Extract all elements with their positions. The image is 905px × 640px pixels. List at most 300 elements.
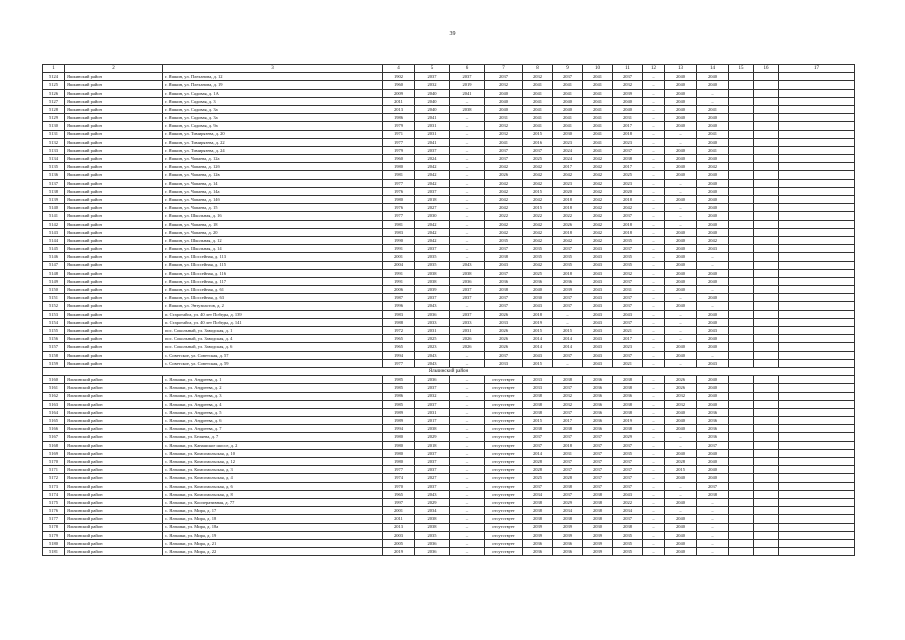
table-cell: 2030 bbox=[583, 523, 613, 531]
table-cell: 2037 bbox=[583, 474, 613, 482]
table-cell: 2040 bbox=[697, 335, 729, 343]
table-cell: с. Яльчики, ул. Мира, д. 22 bbox=[163, 548, 383, 556]
table-cell: 2042 bbox=[553, 236, 583, 244]
table-cell: 2041 bbox=[523, 89, 553, 97]
table-cell: 2043 bbox=[583, 294, 613, 302]
table-cell: – bbox=[450, 458, 485, 466]
table-cell: 2037 bbox=[485, 351, 523, 359]
table-cell: Яшкинский район bbox=[65, 318, 163, 326]
table-cell: – bbox=[665, 179, 697, 187]
table-cell bbox=[779, 425, 855, 433]
table-cell: 2018 bbox=[523, 310, 553, 318]
table-cell: 2031 bbox=[450, 327, 485, 335]
table-cell: 2042 bbox=[613, 204, 643, 212]
table-cell: 1977 bbox=[383, 466, 415, 474]
table-cell bbox=[729, 523, 754, 531]
table-cell: отсутствует bbox=[485, 458, 523, 466]
table-cell bbox=[754, 449, 779, 457]
table-cell: 10 bbox=[583, 65, 613, 73]
table-row bbox=[43, 171, 855, 179]
table-cell bbox=[729, 277, 754, 285]
table-cell: 5141 bbox=[43, 212, 65, 220]
table-cell: 2037 bbox=[553, 433, 583, 441]
table-cell: – bbox=[450, 155, 485, 163]
table-cell: с. Советское, ул. Советская, д. 57 bbox=[163, 351, 383, 359]
table-cell: – bbox=[643, 220, 665, 228]
table-cell: – bbox=[450, 212, 485, 220]
table-cell: Яшкинский район bbox=[65, 155, 163, 163]
table-cell: 5124 bbox=[43, 73, 65, 81]
table-cell bbox=[754, 392, 779, 400]
table-cell: 2040 bbox=[697, 474, 729, 482]
table-cell: 5 bbox=[415, 65, 450, 73]
table-cell: – bbox=[665, 212, 697, 220]
section-heading-row bbox=[43, 367, 855, 375]
table-cell: – bbox=[450, 441, 485, 449]
table-cell: 2040 bbox=[665, 196, 697, 204]
table-cell bbox=[779, 155, 855, 163]
table-cell: 2042 bbox=[415, 163, 450, 171]
table-cell: 2026 bbox=[665, 376, 697, 384]
table-cell: – bbox=[450, 138, 485, 146]
table-cell: 2037 bbox=[553, 73, 583, 81]
table-cell: – bbox=[643, 318, 665, 326]
table-cell: 2014 bbox=[523, 449, 553, 457]
table-cell: 2037 bbox=[583, 466, 613, 474]
table-cell: 1994 bbox=[383, 351, 415, 359]
table-cell: – bbox=[450, 417, 485, 425]
table-cell: 5179 bbox=[43, 531, 65, 539]
table-cell: отсутствует bbox=[485, 466, 523, 474]
table-cell: 5139 bbox=[43, 196, 65, 204]
table-cell: 2042 bbox=[523, 228, 553, 236]
table-cell: 2040 bbox=[697, 220, 729, 228]
table-cell: 2043 bbox=[697, 359, 729, 367]
table-cell bbox=[729, 318, 754, 326]
table-cell: 5132 bbox=[43, 138, 65, 146]
table-cell bbox=[729, 433, 754, 441]
table-cell: 1986 bbox=[383, 392, 415, 400]
table-cell bbox=[729, 130, 754, 138]
table-cell: – bbox=[697, 97, 729, 105]
table-cell: 2043 bbox=[415, 359, 450, 367]
table-cell: 5127 bbox=[43, 97, 65, 105]
table-cell bbox=[754, 253, 779, 261]
table-cell: 2043 bbox=[583, 269, 613, 277]
table-cell: 2042 bbox=[583, 171, 613, 179]
table-cell: 2030 bbox=[553, 130, 583, 138]
table-cell: 2035 bbox=[613, 531, 643, 539]
table-cell: – bbox=[665, 327, 697, 335]
table-cell: 2040 bbox=[485, 105, 523, 113]
table-cell: 2038 bbox=[523, 425, 553, 433]
table-cell: 2043 bbox=[583, 343, 613, 351]
table-cell: 1965 bbox=[383, 490, 415, 498]
table-cell: Яшкинский район bbox=[65, 146, 163, 154]
table-cell: 2038 bbox=[450, 269, 485, 277]
table-cell: 2017 bbox=[613, 163, 643, 171]
table-cell bbox=[754, 441, 779, 449]
table-cell: 2036 bbox=[583, 376, 613, 384]
table-row bbox=[43, 351, 855, 359]
table-cell: отсутствует bbox=[485, 384, 523, 392]
table-cell: 11 bbox=[613, 65, 643, 73]
table-cell: Яльчинский район bbox=[65, 474, 163, 482]
table-cell: Яшкинский район bbox=[65, 228, 163, 236]
table-cell: 2040 bbox=[697, 228, 729, 236]
table-cell: 2040 bbox=[665, 539, 697, 547]
table-cell: – bbox=[643, 539, 665, 547]
table-cell: 2040 bbox=[697, 196, 729, 204]
table-cell: 5128 bbox=[43, 105, 65, 113]
table-cell: 2032 bbox=[553, 392, 583, 400]
table-row bbox=[43, 294, 855, 302]
table-cell: 2038 bbox=[697, 490, 729, 498]
table-cell: – bbox=[643, 204, 665, 212]
table-cell bbox=[779, 441, 855, 449]
table-cell: 2036 bbox=[697, 408, 729, 416]
table-cell: 2001 bbox=[383, 507, 415, 515]
table-cell: Яльчинский район bbox=[65, 458, 163, 466]
table-cell bbox=[754, 146, 779, 154]
table-cell: 2042 bbox=[485, 220, 523, 228]
table-cell: г. Яшкин, ул. Чапаева, д. 12в bbox=[163, 171, 383, 179]
table-cell: Яльчинский район bbox=[65, 531, 163, 539]
table-cell: 2027 bbox=[415, 204, 450, 212]
table-cell: – bbox=[450, 498, 485, 506]
table-cell: 2034 bbox=[523, 490, 553, 498]
table-cell: 1 bbox=[43, 65, 65, 73]
table-cell: 5164 bbox=[43, 408, 65, 416]
table-cell: 2026 bbox=[553, 220, 583, 228]
table-row bbox=[43, 507, 855, 515]
table-cell bbox=[729, 138, 754, 146]
table-row bbox=[43, 458, 855, 466]
table-cell: 5166 bbox=[43, 425, 65, 433]
table-cell: 2041 bbox=[583, 97, 613, 105]
table-cell: 2036 bbox=[697, 417, 729, 425]
table-cell: – bbox=[697, 286, 729, 294]
table-cell: 2031 bbox=[415, 327, 450, 335]
table-cell bbox=[754, 171, 779, 179]
table-cell bbox=[779, 359, 855, 367]
table-cell: – bbox=[450, 359, 485, 367]
table-cell: 2040 bbox=[665, 408, 697, 416]
table-cell bbox=[779, 327, 855, 335]
table-cell bbox=[754, 212, 779, 220]
table-cell: 2037 bbox=[553, 384, 583, 392]
table-cell bbox=[754, 408, 779, 416]
table-cell bbox=[754, 343, 779, 351]
table-cell: 1977 bbox=[383, 179, 415, 187]
table-cell: – bbox=[665, 335, 697, 343]
table-cell: 2038 bbox=[523, 408, 553, 416]
table-cell: 2038 bbox=[553, 482, 583, 490]
table-cell: 2040 bbox=[697, 449, 729, 457]
table-cell bbox=[754, 539, 779, 547]
table-cell bbox=[779, 408, 855, 416]
table-cell: 2042 bbox=[697, 236, 729, 244]
table-cell: 3 bbox=[163, 65, 383, 73]
table-cell: 2041 bbox=[450, 89, 485, 97]
table-cell: 2040 bbox=[697, 212, 729, 220]
table-cell: 2043 bbox=[415, 351, 450, 359]
table-cell: 2040 bbox=[665, 97, 697, 105]
table-cell: 2030 bbox=[523, 294, 553, 302]
table-cell: отсутствует bbox=[485, 425, 523, 433]
table-cell: 2032 bbox=[613, 269, 643, 277]
table-cell: с. Яльчики, ул. Комсомольская, д. 10 bbox=[163, 449, 383, 457]
table-cell: Яшкинский район bbox=[65, 187, 163, 195]
table-cell bbox=[779, 335, 855, 343]
table-cell: – bbox=[450, 179, 485, 187]
table-cell: 2040 bbox=[697, 294, 729, 302]
table-cell: – bbox=[450, 302, 485, 310]
table-cell: – bbox=[450, 515, 485, 523]
table-cell: 5147 bbox=[43, 261, 65, 269]
table-cell bbox=[729, 261, 754, 269]
table-cell: 2036 bbox=[415, 539, 450, 547]
table-cell: – bbox=[665, 441, 697, 449]
table-cell bbox=[754, 130, 779, 138]
table-cell: 2036 bbox=[583, 384, 613, 392]
table-cell: – bbox=[697, 261, 729, 269]
table-cell: 2005 bbox=[383, 539, 415, 547]
table-cell: – bbox=[643, 490, 665, 498]
table-cell: 5161 bbox=[43, 384, 65, 392]
table-cell: 2041 bbox=[697, 105, 729, 113]
table-cell: 2022 bbox=[485, 212, 523, 220]
table-cell: 2042 bbox=[583, 236, 613, 244]
table-cell: 2042 bbox=[485, 228, 523, 236]
table-cell bbox=[754, 327, 779, 335]
table-cell: 5135 bbox=[43, 163, 65, 171]
table-cell: Яльчинский район bbox=[65, 425, 163, 433]
table-cell: 2025 bbox=[523, 155, 553, 163]
table-cell bbox=[754, 531, 779, 539]
table-cell: – bbox=[697, 89, 729, 97]
table-cell: с. Яльчики, ул. Андреева, д. 2 bbox=[163, 384, 383, 392]
table-cell: Яльчинский район bbox=[65, 498, 163, 506]
table-cell: 2037 bbox=[415, 458, 450, 466]
table-cell: 2018 bbox=[553, 196, 583, 204]
table-cell: 2036 bbox=[523, 548, 553, 556]
table-cell: 2043 bbox=[583, 335, 613, 343]
table-cell: 2037 bbox=[415, 187, 450, 195]
table-cell: г. Яшкин, ул. Чапаева, д. 15 bbox=[163, 204, 383, 212]
table-cell: 2038 bbox=[485, 253, 523, 261]
table-cell: 2024 bbox=[415, 155, 450, 163]
table-cell: 2042 bbox=[485, 163, 523, 171]
table-cell: – bbox=[643, 302, 665, 310]
table-cell: – bbox=[450, 228, 485, 236]
table-cell: отсутствует bbox=[485, 417, 523, 425]
table-cell bbox=[779, 220, 855, 228]
table-row bbox=[43, 376, 855, 384]
table-cell: 2023 bbox=[415, 343, 450, 351]
table-cell: 2029 bbox=[553, 498, 583, 506]
table-cell: – bbox=[643, 187, 665, 195]
table-cell bbox=[779, 507, 855, 515]
table-cell: 2015 bbox=[523, 327, 553, 335]
table-cell: 5131 bbox=[43, 130, 65, 138]
table-cell: 2025 bbox=[415, 335, 450, 343]
table-cell bbox=[729, 228, 754, 236]
table-cell: 1902 bbox=[383, 73, 415, 81]
table-cell: – bbox=[643, 155, 665, 163]
table-cell bbox=[779, 212, 855, 220]
table-cell: 2041 bbox=[583, 114, 613, 122]
table-cell: с. Яльчики, ул. Канашское шоссе, д. 2 bbox=[163, 441, 383, 449]
table-cell: г. Яшкин, ул. Чапаева, д. 14б bbox=[163, 196, 383, 204]
table-cell: 1960 bbox=[383, 155, 415, 163]
table-cell: 2040 bbox=[665, 515, 697, 523]
table-cell: 2038 bbox=[523, 400, 553, 408]
table-cell: 2037 bbox=[697, 441, 729, 449]
table-cell: 2036 bbox=[697, 425, 729, 433]
table-cell: – bbox=[643, 245, 665, 253]
table-row bbox=[43, 539, 855, 547]
table-cell: 2040 bbox=[697, 204, 729, 212]
table-cell bbox=[729, 73, 754, 81]
table-cell: – bbox=[450, 196, 485, 204]
table-row bbox=[43, 89, 855, 97]
table-cell: – bbox=[643, 408, 665, 416]
table-cell: Яшкинский район bbox=[65, 212, 163, 220]
table-cell: отсутствует bbox=[485, 474, 523, 482]
table-cell: – bbox=[450, 130, 485, 138]
table-cell: 5148 bbox=[43, 269, 65, 277]
table-cell: 2037 bbox=[583, 449, 613, 457]
table-cell: 5133 bbox=[43, 146, 65, 154]
table-cell bbox=[779, 269, 855, 277]
table-cell: – bbox=[643, 269, 665, 277]
table-cell bbox=[729, 507, 754, 515]
table-cell: с. Яльчики, ул. Андреева, д. 6 bbox=[163, 417, 383, 425]
table-cell: 1977 bbox=[383, 359, 415, 367]
table-cell bbox=[754, 425, 779, 433]
table-cell: с. Яльчики, ул. Беляева, д. 7 bbox=[163, 433, 383, 441]
table-cell: Яшкинский район bbox=[65, 179, 163, 187]
table-cell: Яльчинский район bbox=[65, 515, 163, 523]
table-cell bbox=[729, 376, 754, 384]
table-cell: 2038 bbox=[613, 400, 643, 408]
table-cell bbox=[779, 531, 855, 539]
table-row bbox=[43, 523, 855, 531]
table-cell: 2041 bbox=[583, 81, 613, 89]
table-cell bbox=[729, 114, 754, 122]
table-cell bbox=[729, 548, 754, 556]
table-cell: 2040 bbox=[665, 105, 697, 113]
table-cell: 2015 bbox=[523, 204, 553, 212]
table-cell: 2018 bbox=[613, 130, 643, 138]
table-cell: 2042 bbox=[415, 228, 450, 236]
table-cell: 2032 bbox=[485, 122, 523, 130]
table-cell: 2036 bbox=[583, 417, 613, 425]
table-cell: с. Яльчики, ул. Кооперативная, д. 77 bbox=[163, 498, 383, 506]
table-cell: 8 bbox=[523, 65, 553, 73]
table-cell: 2040 bbox=[697, 277, 729, 285]
table-cell: 2040 bbox=[665, 236, 697, 244]
table-cell: 2032 bbox=[553, 400, 583, 408]
table-cell: 2042 bbox=[415, 236, 450, 244]
table-cell: – bbox=[643, 515, 665, 523]
table-cell: 2042 bbox=[583, 196, 613, 204]
table-cell: – bbox=[450, 122, 485, 130]
table-cell: 2040 bbox=[665, 114, 697, 122]
table-cell: 2015 bbox=[523, 359, 553, 367]
table-cell: – bbox=[643, 89, 665, 97]
table-cell: 1979 bbox=[383, 122, 415, 130]
table-cell bbox=[754, 417, 779, 425]
table-cell bbox=[729, 531, 754, 539]
table-cell bbox=[729, 392, 754, 400]
table-cell bbox=[779, 261, 855, 269]
table-cell: 2035 bbox=[415, 531, 450, 539]
table-cell bbox=[779, 343, 855, 351]
table-cell bbox=[779, 73, 855, 81]
table-cell bbox=[779, 539, 855, 547]
table-cell: 2042 bbox=[523, 261, 553, 269]
table-cell: 2018 bbox=[553, 204, 583, 212]
table-cell: – bbox=[697, 523, 729, 531]
table-cell: 5146 bbox=[43, 253, 65, 261]
table-row bbox=[43, 310, 855, 318]
table-cell: 2037 bbox=[553, 490, 583, 498]
table-cell: – bbox=[450, 539, 485, 547]
table-cell: г. Яшкин, ул. Школьная, д. 16 bbox=[163, 212, 383, 220]
table-cell: 2040 bbox=[665, 531, 697, 539]
table-cell: г. Яшкин, ул. Садовая, д. 3а bbox=[163, 105, 383, 113]
table-cell: 2038 bbox=[415, 523, 450, 531]
table-cell: 2037 bbox=[485, 155, 523, 163]
table-cell: 2041 bbox=[523, 81, 553, 89]
table-cell: 2035 bbox=[553, 253, 583, 261]
table-cell bbox=[754, 286, 779, 294]
table-cell: 2037 bbox=[613, 146, 643, 154]
table-cell: 2035 bbox=[613, 539, 643, 547]
table-cell: 2037 bbox=[553, 351, 583, 359]
table-row bbox=[43, 73, 855, 81]
table-cell: Яльчинский район bbox=[65, 408, 163, 416]
table-cell: 2039 bbox=[415, 286, 450, 294]
table-cell: – bbox=[665, 359, 697, 367]
table-cell: – bbox=[643, 359, 665, 367]
table-cell bbox=[729, 466, 754, 474]
table-cell: 2041 bbox=[583, 138, 613, 146]
table-cell: 2042 bbox=[583, 179, 613, 187]
table-cell: – bbox=[450, 253, 485, 261]
table-cell: – bbox=[697, 531, 729, 539]
table-cell: – bbox=[450, 400, 485, 408]
table-cell: г. Яшкин, ул. Школьная, д. 14 bbox=[163, 245, 383, 253]
table-cell: 2042 bbox=[583, 220, 613, 228]
table-cell: 2019 bbox=[613, 417, 643, 425]
table-cell: 2018 bbox=[553, 441, 583, 449]
table-cell: 2014 bbox=[523, 343, 553, 351]
table-cell: 2036 bbox=[583, 392, 613, 400]
table-cell: 1991 bbox=[383, 277, 415, 285]
table-cell: 2020 bbox=[613, 187, 643, 195]
table-cell bbox=[729, 245, 754, 253]
table-cell: 2042 bbox=[415, 179, 450, 187]
table-cell bbox=[754, 515, 779, 523]
table-cell: 13 bbox=[665, 65, 697, 73]
table-cell: 2028 bbox=[553, 474, 583, 482]
table-cell: 2017 bbox=[553, 417, 583, 425]
table-cell: 2042 bbox=[553, 171, 583, 179]
table-cell: 5143 bbox=[43, 228, 65, 236]
